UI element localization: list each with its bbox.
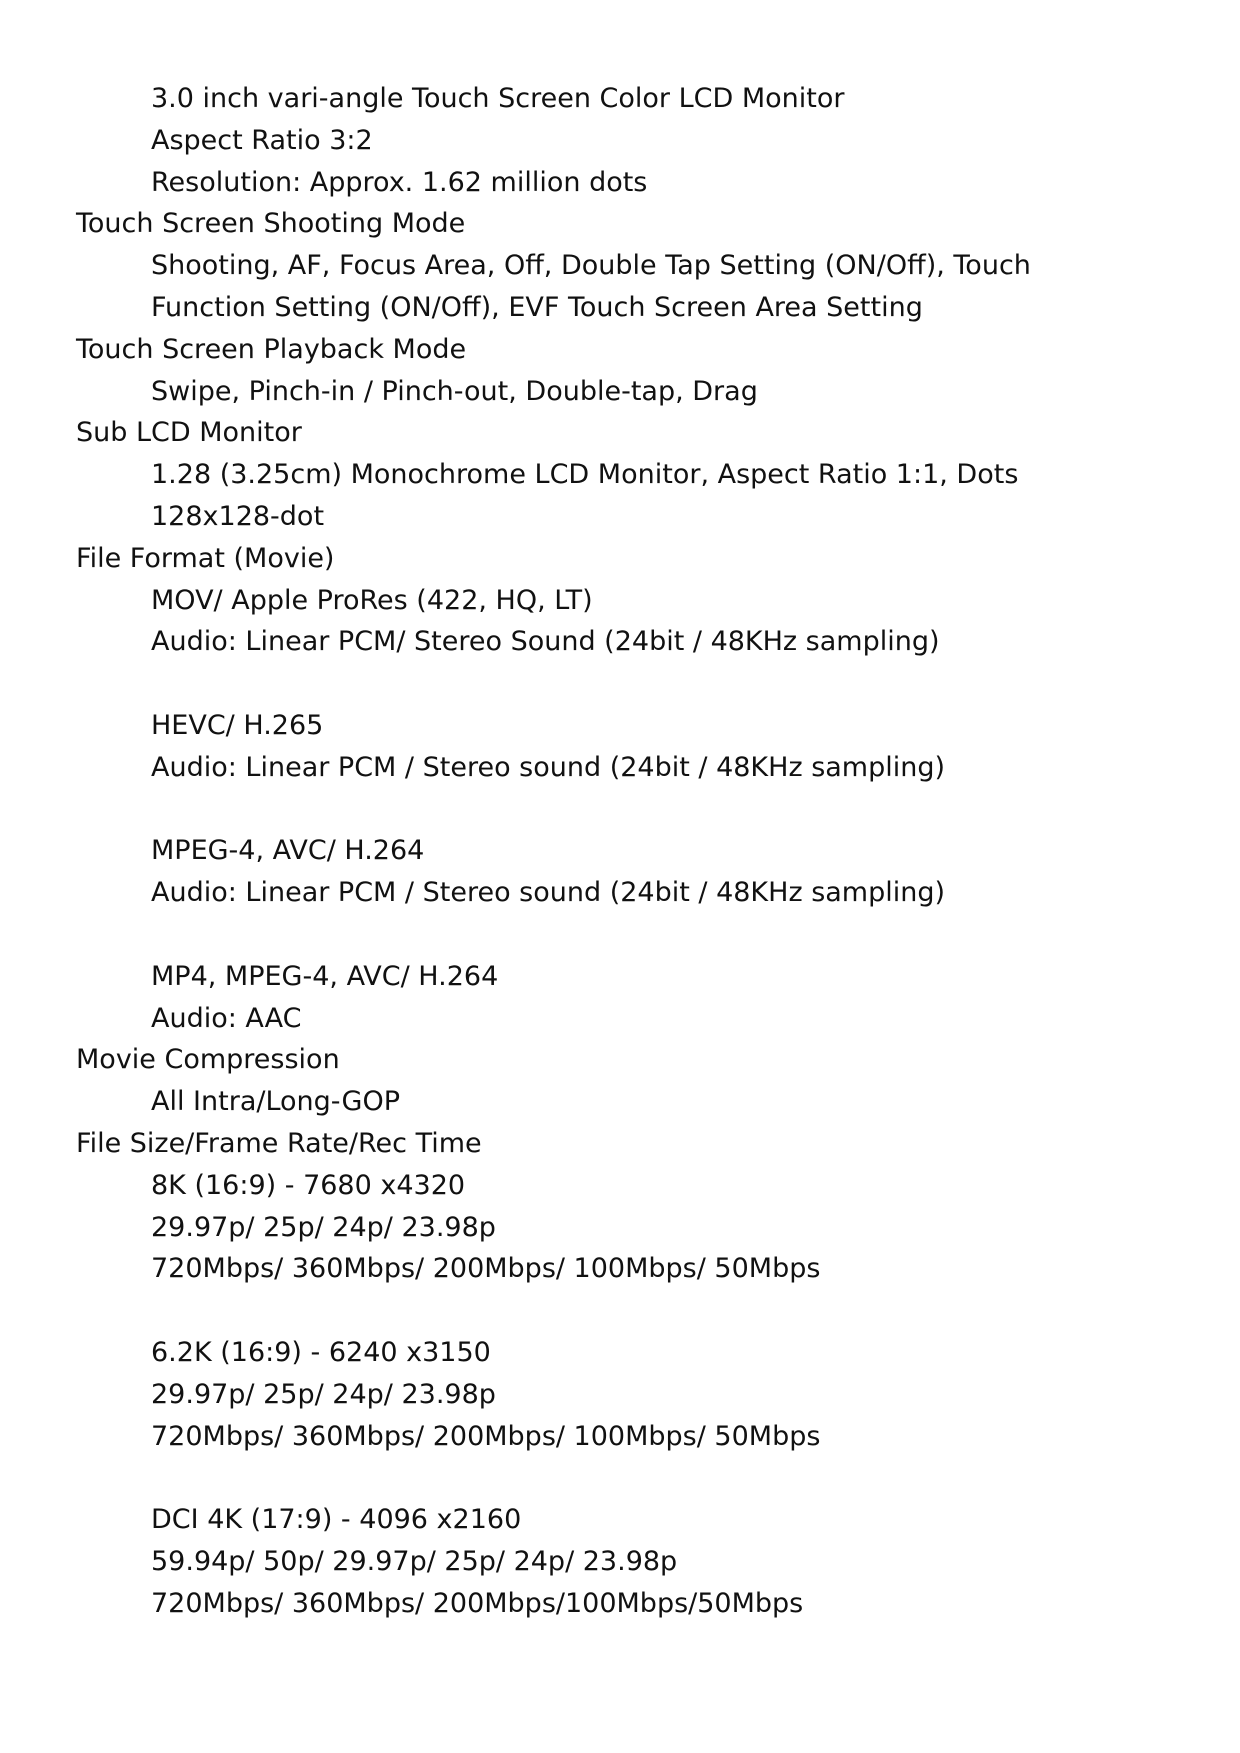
spec-detail-line: Resolution: Approx. 1.62 million dots	[151, 166, 648, 198]
spec-detail-line: Aspect Ratio 3:2	[151, 124, 373, 156]
blank-line	[0, 1290, 1240, 1332]
blank-line	[0, 1457, 1240, 1499]
spec-detail-line: Shooting, AF, Focus Area, Off, Double Tap Setting (ON/Off), Touch	[151, 250, 1031, 282]
spec-detail-line: 128x128-dot	[151, 500, 325, 532]
spec-heading: Movie Compression	[76, 1044, 340, 1076]
blank-line	[0, 789, 1240, 831]
spec-document	[0, 78, 1240, 1624]
spec-detail-line: 29.97p/ 25p/ 24p/ 23.98p	[151, 1211, 496, 1243]
spec-heading: File Format (Movie)	[76, 542, 335, 574]
spec-detail-line: 1.28 (3.25cm) Monochrome LCD Monitor, Aspect Ratio 1:1, Dots	[151, 459, 1019, 491]
spec-detail-line: Audio: Linear PCM/ Stereo Sound (24bit / 48KHz sampling)	[151, 626, 940, 658]
spec-detail-line: 6.2K (16:9) - 6240 x3150	[151, 1336, 491, 1368]
spec-detail-line: 720Mbps/ 360Mbps/ 200Mbps/100Mbps/50Mbps	[151, 1587, 804, 1619]
spec-detail-line: Function Setting (ON/Off), EVF Touch Screen Area Setting	[151, 291, 923, 323]
spec-detail-line: DCI 4K (17:9) - 4096 x2160	[151, 1504, 522, 1536]
spec-detail-line: Audio: Linear PCM / Stereo sound (24bit / 48KHz sampling)	[151, 877, 946, 909]
spec-detail-line: HEVC/ H.265	[151, 709, 324, 741]
spec-detail-line: 59.94p/ 50p/ 29.97p/ 25p/ 24p/ 23.98p	[151, 1545, 678, 1577]
spec-detail-line: 3.0 inch vari-angle Touch Screen Color LCD Monitor	[151, 83, 845, 114]
spec-detail-line: Audio: AAC	[151, 1002, 302, 1034]
blank-line	[0, 914, 1240, 956]
spec-detail-line: MPEG-4, AVC/ H.264	[151, 835, 425, 867]
spec-heading: Sub LCD Monitor	[76, 417, 302, 449]
spec-heading: File Size/Frame Rate/Rec Time	[76, 1127, 482, 1159]
spec-detail-line: 8K (16:9) - 7680 x4320	[151, 1169, 466, 1201]
spec-detail-line: MOV/ Apple ProRes (422, HQ, LT)	[151, 584, 593, 616]
spec-detail-line: 720Mbps/ 360Mbps/ 200Mbps/ 100Mbps/ 50Mbps	[151, 1420, 821, 1452]
spec-detail-line: Swipe, Pinch-in / Pinch-out, Double-tap, Drag	[151, 375, 758, 407]
spec-heading: Touch Screen Shooting Mode	[76, 208, 466, 240]
spec-detail-line: 29.97p/ 25p/ 24p/ 23.98p	[151, 1378, 496, 1410]
spec-detail-line: All Intra/Long-GOP	[151, 1086, 400, 1118]
spec-detail-line: Audio: Linear PCM / Stereo sound (24bit / 48KHz sampling)	[151, 751, 946, 783]
spec-detail-line: MP4, MPEG-4, AVC/ H.264	[151, 960, 499, 992]
blank-line	[0, 663, 1240, 705]
spec-heading: Touch Screen Playback Mode	[76, 333, 467, 365]
spec-detail-line: 720Mbps/ 360Mbps/ 200Mbps/ 100Mbps/ 50Mbps	[151, 1253, 821, 1285]
